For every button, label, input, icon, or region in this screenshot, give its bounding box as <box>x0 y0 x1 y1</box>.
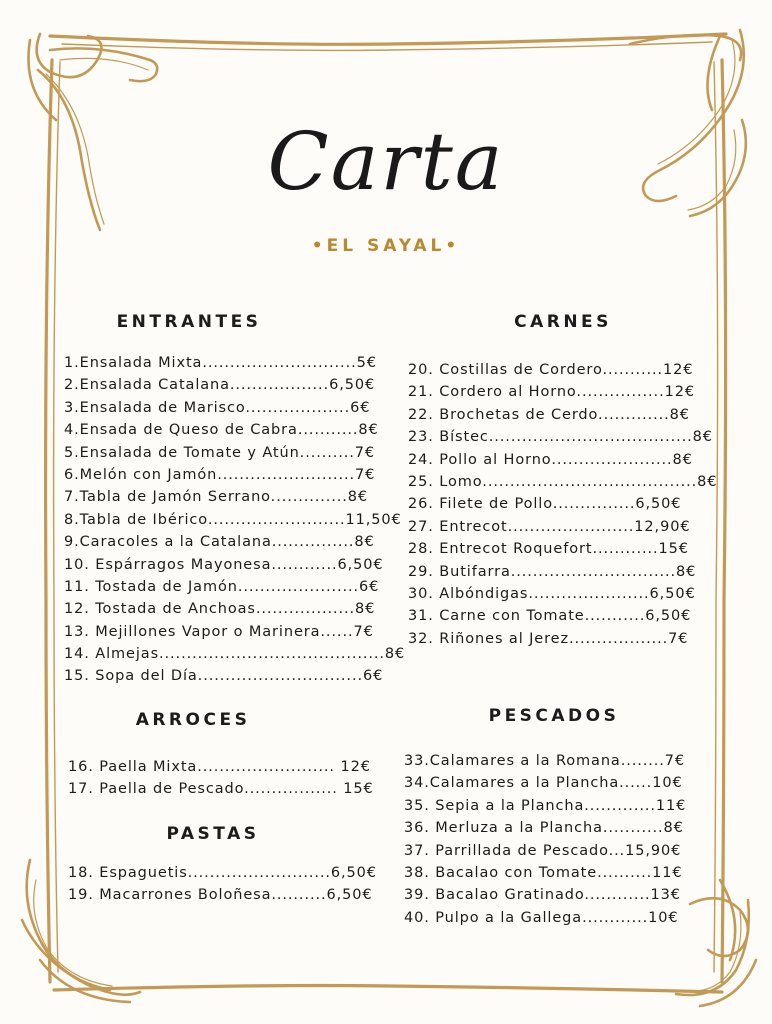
pescados-list <box>404 750 714 929</box>
section-entrantes <box>64 312 406 688</box>
entrantes-list <box>64 352 406 688</box>
menu-item: 31. Carne con Tomate...........6,50€ <box>408 608 692 625</box>
menu-item: 2.Ensalada Catalana..................6,50€ <box>64 377 376 394</box>
menu-item: 25. Lomo.......................................8€ <box>408 473 718 490</box>
menu-item: 29. Butifarra..............................8€ <box>408 563 697 580</box>
menu-item: 32. Riñones al Jerez..................7€ <box>408 630 689 647</box>
menu-item: 13. Mejillones Vapor o Marinera......7€ <box>64 623 374 640</box>
menu-item: 12. Tostada de Anchoas..................8€ <box>64 601 376 618</box>
menu-item: 7.Tabla de Jamón Serrano..............8€ <box>64 489 369 506</box>
menu-item: 1.Ensalada Mixta............................5€ <box>64 355 377 371</box>
menu-item: 23. Bístec.....................................8€ <box>408 429 713 446</box>
menu-item: 24. Pollo al Horno......................8€ <box>408 451 693 468</box>
menu-item: 6.Melón con Jamón.........................7€ <box>64 466 376 483</box>
menu-item: 39. Bacalao Gratinado............13€ <box>404 887 681 904</box>
menu-item: 30. Albóndigas......................6,50€ <box>408 585 696 602</box>
menu-item: 16. Paella Mixta......................... 12€ <box>68 759 371 775</box>
menu-item: 37. Parrillada de Pescado...15,90€ <box>404 842 682 859</box>
section-heading-arroces: ARROCES <box>135 710 251 730</box>
menu-title: Carta <box>267 115 505 208</box>
pastas-list <box>68 862 398 907</box>
menu-item: 38. Bacalao con Tomate..........11€ <box>404 864 683 881</box>
menu-item: 35. Sepia a la Plancha.............11€ <box>404 797 687 814</box>
section-pescados <box>404 706 714 929</box>
menu-item: 3.Ensalada de Marisco...................6€ <box>64 399 371 416</box>
section-pastas <box>68 824 398 907</box>
section-heading-carnes: CARNES <box>514 312 612 332</box>
menu-item: 9.Caracoles a la Catalana...............8€ <box>64 534 375 551</box>
menu-item: 5.Ensalada de Tomate y Atún..........7€ <box>64 444 376 461</box>
menu-item: 8.Tabla de Ibérico.........................11,50€ <box>64 511 402 528</box>
menu-item: 15. Sopa del Día..............................6€ <box>64 668 384 685</box>
menu-item: 21. Cordero al Horno................12€ <box>408 384 695 401</box>
menu-item: 34.Calamares a la Plancha......10€ <box>404 775 683 792</box>
menu-item: 36. Merluza a la Plancha...........8€ <box>404 820 684 837</box>
menu-item: 18. Espaguetis..........................6,50€ <box>68 865 377 881</box>
menu-item: 28. Entrecot Roquefort............15€ <box>408 541 689 558</box>
carnes-list <box>408 359 718 650</box>
menu-item: 17. Paella de Pescado................. 15€ <box>68 781 374 798</box>
arroces-list <box>68 756 398 801</box>
menu-item: 14. Almejas.........................................8€ <box>64 646 406 663</box>
menu-item: 10. Espárragos Mayonesa............6,50€ <box>64 556 384 573</box>
menu-item: 40. Pulpo a la Gallega............10€ <box>404 909 679 926</box>
menu-item: 20. Costillas de Cordero...........12€ <box>408 362 694 378</box>
menu-item: 19. Macarrones Boloñesa..........6,50€ <box>68 887 373 904</box>
menu-item: 26. Filete de Pollo...............6,50€ <box>408 496 682 513</box>
section-arroces <box>68 710 398 801</box>
menu-item: 27. Entrecot.......................12,90€ <box>408 518 691 535</box>
menu-item: 4.Ensada de Queso de Cabra...........8€ <box>64 422 379 439</box>
section-carnes <box>408 312 718 650</box>
menu-item: 22. Brochetas de Cerdo.............8€ <box>408 406 690 423</box>
section-heading-entrantes: ENTRANTES <box>116 312 262 332</box>
section-heading-pescados: PESCADOS <box>488 706 620 726</box>
menu-item: 33.Calamares a la Romana........7€ <box>404 753 686 769</box>
section-heading-pastas: PASTAS <box>166 824 260 844</box>
restaurant-name: •EL SAYAL• <box>311 236 461 256</box>
menu-item: 11. Tostada de Jamón......................6€ <box>64 578 380 595</box>
